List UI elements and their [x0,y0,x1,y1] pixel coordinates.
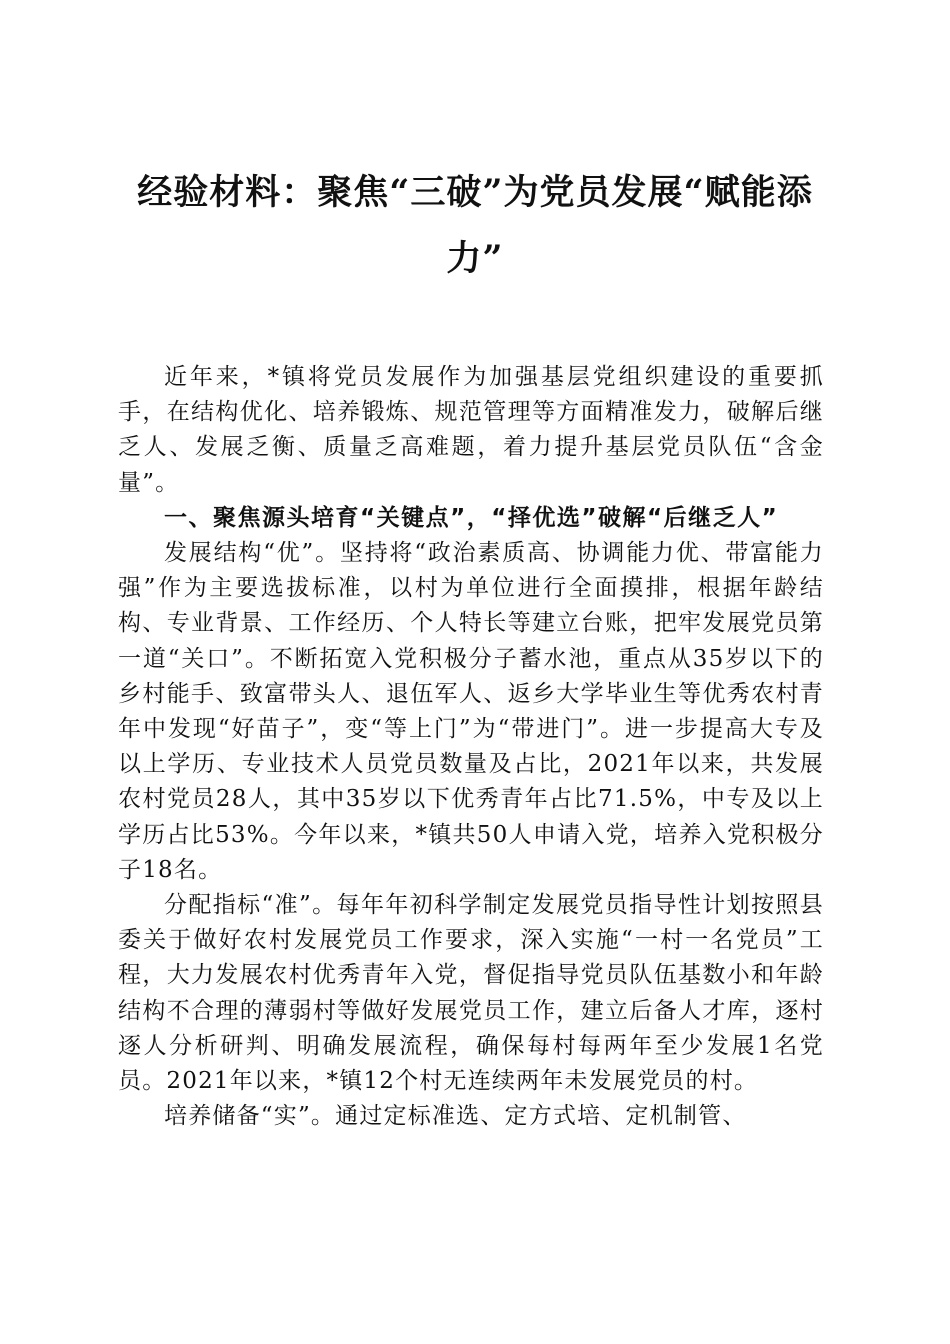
body-paragraph-reserve: 培养储备“实”。通过定标准选、定方式培、定机制管、 [164,1103,747,1130]
document-title: 经验材料：聚焦“三破”为党员发展“赋能添力” [137,172,813,279]
body-paragraph-quota: 分配指标“准”。每年年初科学制定发展党员指导性计划按照县委关于做好农村发展党员工作要求，深入实施“一村一名党员”工程，大力发展农村优秀青年入党，督促指导党员队伍基数小和年龄结构不合理的薄弱村等做好发展党员工作，建立后备人才库，逐村逐人分析研判、明确发展流程，确保每村每两年至少发展1名党员。2021年以来，*镇12个村无连续两年未发展党员的村。 [118,892,824,1095]
section-heading-1: 一、聚焦源头培育“关键点”，“择优选”破解“后继乏人” [164,504,779,531]
body-paragraph-structure: 发展结构“优”。坚持将“政治素质高、协调能力优、带富能力强”作为主要选拔标准，以村为单位进行全面摸排，根据年龄结构、专业背景、工作经历、个人特长等建立台账，把牢发展党员第一道“关口”。不断拓宽入党积极分子蓄水池，重点从35岁以下的乡村能手、致富带头人、退伍军人、返乡大学毕业生等优秀农村青年中发现“好苗子”，变“等上门”为“带进门”。进一步提高大专及以上学历、专业技术人员党员数量及占比，2021年以来，共发展农村党员28人，其中35岁以下优秀青年占比71.5%，中专及以上学历占比53%。今年以来，*镇共50人申请入党，培养入党积极分子18名。 [118,540,824,883]
intro-paragraph: 近年来，*镇将党员发展作为加强基层党组织建设的重要抓手，在结构优化、培养锻炼、规范管理等方面精准发力，破解后继乏人、发展乏衡、质量乏高难题，着力提升基层党员队伍“含金量”。 [118,364,824,496]
document-body [118,360,824,1134]
